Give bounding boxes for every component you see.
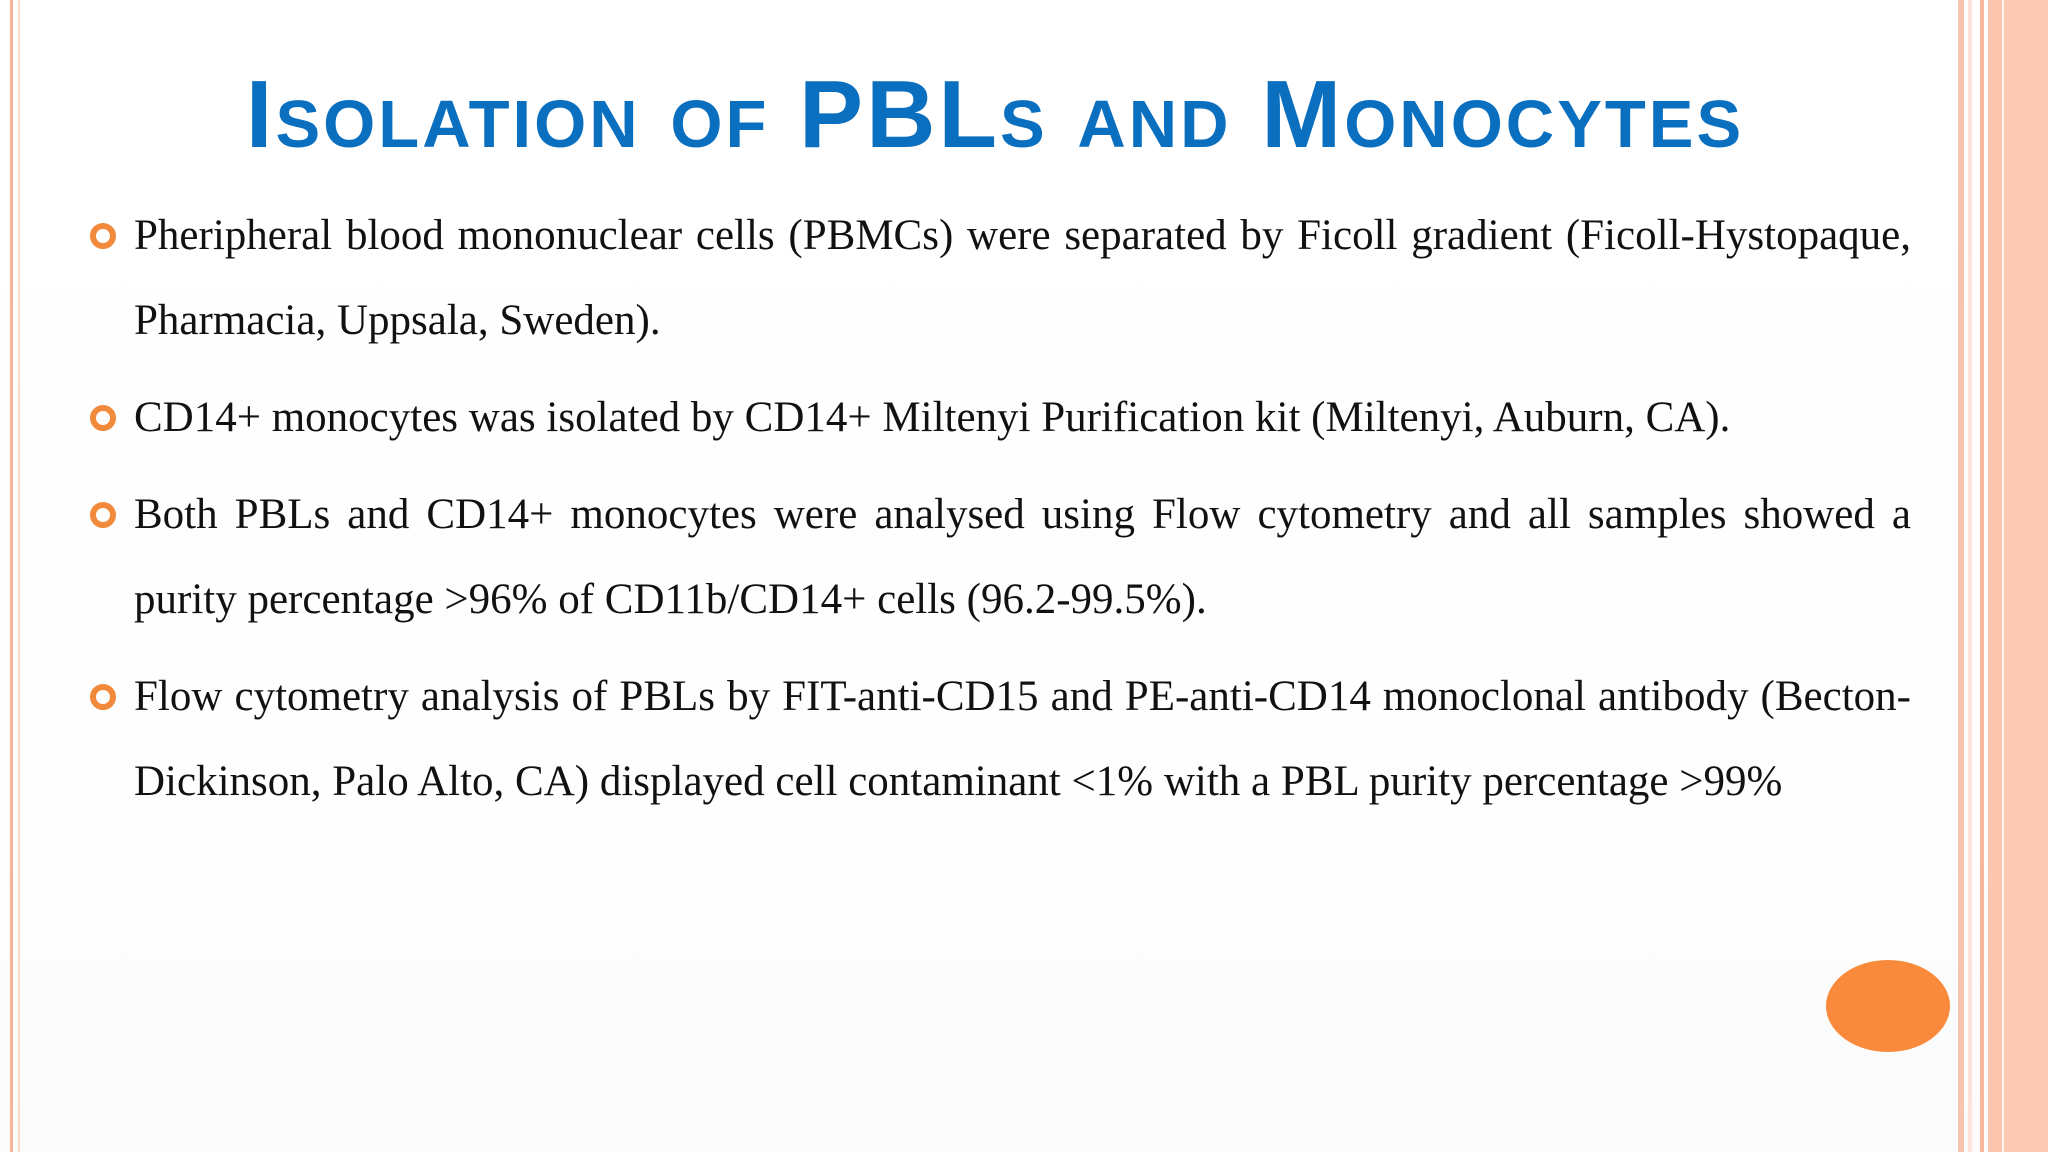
- bullet-text: Both PBLs and CD14+ monocytes were analysed using Flow cytometry and all samples showed a purity percentage >96% of CD11b/CD14+ cells (96.2-99.5%).: [134, 491, 1911, 623]
- left-border-line: [10, 0, 13, 1152]
- bullet-item: [88, 193, 1911, 363]
- right-stripe: [1968, 0, 1972, 1152]
- bullet-item: [88, 654, 1911, 824]
- bullet-item: [88, 375, 1911, 460]
- bullet-text: Pheripheral blood mononuclear cells (PBMCs) were separated by Ficoll gradient (Ficoll-Hystopaque, Pharmacia, Uppsala, Sweden).: [134, 212, 1911, 344]
- bullet-text: CD14+ monocytes was isolated by CD14+ Miltenyi Purification kit (Miltenyi, Auburn, CA).: [134, 394, 1731, 441]
- slide-title: Isolation of PBLs and Monocytes: [245, 61, 1745, 168]
- ring-bullet-icon: [90, 684, 116, 710]
- left-border-line-inner: [18, 0, 20, 1152]
- right-stripe: [2004, 0, 2048, 1152]
- bullet-text: Flow cytometry analysis of PBLs by FIT-anti-CD15 and PE-anti-CD14 monoclonal antibody (Becton-Dickinson, Palo Alto, CA) displayed cell contaminant <1% with a PBL purity percentage >99%: [134, 673, 1911, 805]
- ring-bullet-icon: [90, 223, 116, 249]
- ring-bullet-icon: [90, 502, 116, 528]
- right-stripe: [1988, 0, 2002, 1152]
- bullet-list: [88, 193, 1911, 836]
- bullet-item: [88, 472, 1911, 642]
- right-stripe: [1980, 0, 1984, 1152]
- orange-oval-decoration: [1826, 960, 1950, 1052]
- ring-bullet-icon: [90, 405, 116, 431]
- right-border-stripes: [1958, 0, 2048, 1152]
